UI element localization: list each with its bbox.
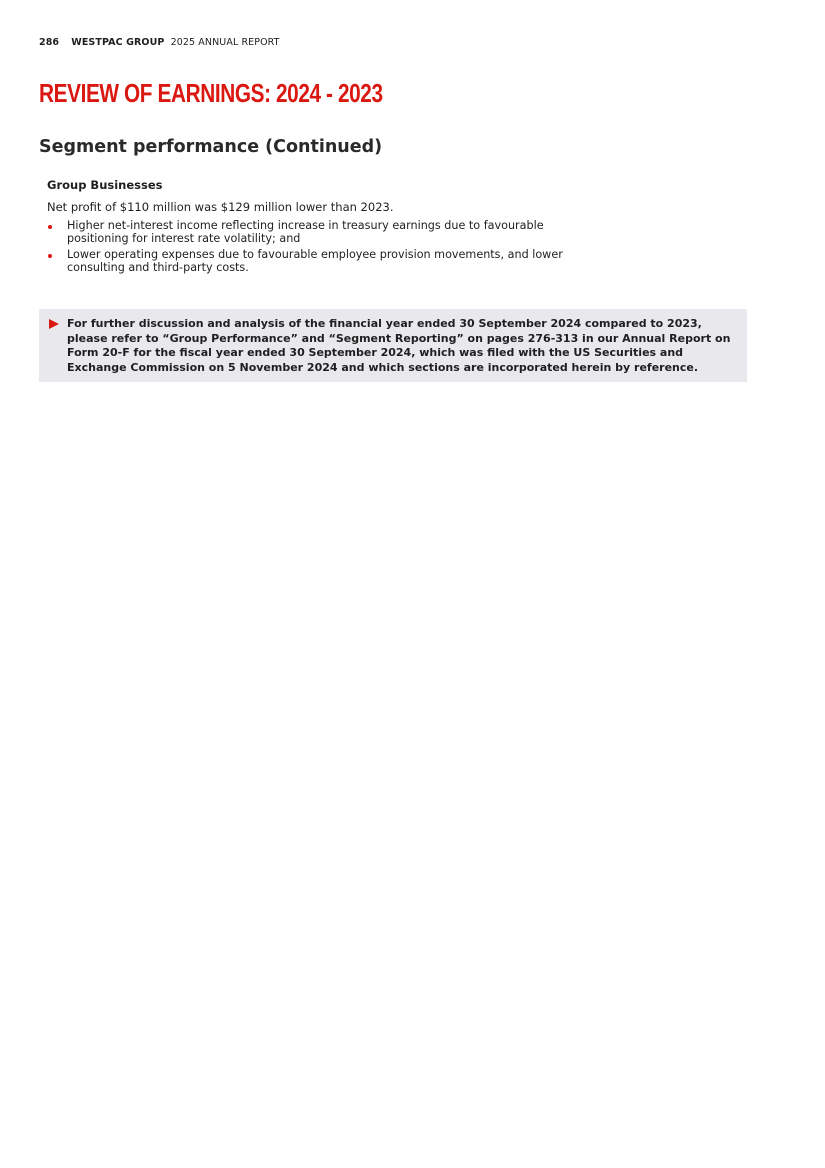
bullet-dot-icon [48,225,52,229]
play-arrow-icon [49,319,59,329]
group-businesses-summary: Net profit of $110 million was $129 million lower than 2023. [47,200,394,214]
list-item-text: Higher net-interest income reflecting increase in treasury earnings due to favourable positioning for interest rate volatility; and [67,219,544,245]
bullet-list [47,220,607,274]
bullet-dot-icon [48,254,52,258]
list-item [47,249,607,274]
brand-name: WESTPAC GROUP [71,37,165,48]
callout-text: For further discussion and analysis of the financial year ended 30 September 2024 compared to 2023, please refer to “Group Performance” and “Segment Reporting” on pages 276-313 in our Annual Report on Form 20-F for the fiscal year ended 30 September 2024, which was filed with the US Securities and Exchange Commission on 5 November 2024 and which sections are incorporated herein by reference. [67,317,731,374]
report-title: 2025 ANNUAL REPORT [170,37,280,48]
page-header [39,37,280,48]
group-businesses-heading: Group Businesses [47,178,163,192]
reference-callout [39,309,747,382]
page-number: 286 [39,37,60,48]
section-title: REVIEW OF EARNINGS: 2024 - 2023 [39,78,383,108]
group-businesses-section [47,178,607,278]
list-item [47,220,607,245]
subsection-title: Segment performance (Continued) [39,137,383,157]
list-item-text: Lower operating expenses due to favourable employee provision movements, and lower consulting and third-party costs. [67,248,563,274]
